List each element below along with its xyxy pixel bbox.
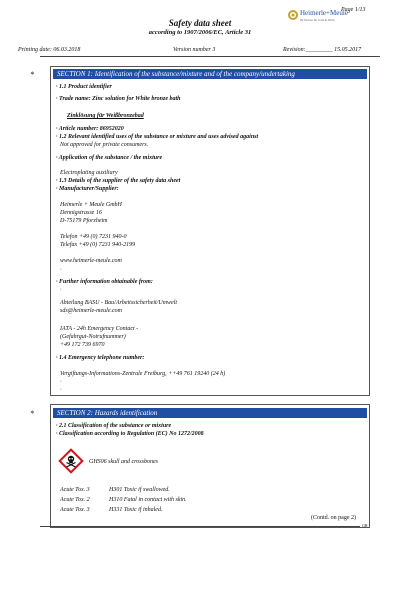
manufacturer-heading: · Manufacturer/Supplier: (56, 186, 119, 192)
further-info-line: Abteilung BASU - Bau/Arbeitssicherheit/Umwelt (60, 300, 178, 306)
continued-note: (Contd. on page 2) (311, 515, 356, 521)
classification-regulation: · Classification according to Regulation (EC) No 1272/2008 (56, 431, 204, 437)
application-heading: · Application of the substance / the mixture (56, 155, 163, 161)
hazard-category: Acute Tox. 3 (60, 487, 90, 493)
hazard-category: Acute Tox. 2 (60, 497, 90, 503)
dash-marker: · (60, 387, 62, 393)
hazard-statement: H331 Toxic if inhaled. (109, 507, 163, 513)
document-title: Safety data sheet (168, 18, 232, 28)
iata-line: (Gefahrgut-Notrufnummer) (60, 334, 126, 340)
ghs-label: GHS06 skull and crossbones (89, 459, 158, 465)
dash-marker: · (60, 379, 62, 385)
iata-phone: +49 172 739 6970 (60, 342, 105, 348)
address-line: Dennigstrasse 16 (60, 210, 102, 216)
website-link[interactable]: www.heimerle-meule.com (60, 258, 122, 264)
not-approved-note: Not approved for private consumers. (60, 142, 149, 148)
trade-name-german: Zinklösung für Weißbronzebad (67, 113, 144, 119)
fax-line: Telefax +49 (0) 7231 940-2199 (60, 242, 136, 248)
address-line: Heimerle + Meule GmbH (60, 202, 122, 208)
dash-marker: · (60, 287, 62, 293)
relevant-uses-heading: · 1.2 Relevant identified uses of the substance or mixture and uses advised against (56, 134, 259, 140)
footer-code: GB (362, 523, 368, 528)
section1-marker: * (30, 70, 34, 79)
trade-name: · Trade name: Zinc solution for White bronze bath (56, 96, 181, 102)
hazard-category: Acute Tox. 3 (60, 507, 90, 513)
classification-heading: · 2.1 Classification of the substance or mixture (56, 423, 172, 429)
footer-divider (40, 526, 360, 527)
section1-title: SECTION 1: Identification of the substance/mixture and of the company/undertaking (53, 69, 367, 79)
iata-line: IATA - 24h Emergency Contact - (60, 326, 139, 332)
dash-marker: · (60, 267, 62, 273)
printing-date: Printing date: 06.03.2018 (18, 47, 81, 53)
section2-marker: * (30, 409, 34, 418)
company-logo (286, 6, 356, 34)
document-subtitle: according to 1907/2006/EC, Article 31 (148, 29, 252, 36)
logo-tagline: Ihr Partner für Gold & Silber (300, 18, 335, 22)
hazard-statement: H310 Fatal in contact with skin. (109, 497, 187, 503)
product-identifier: · 1.1 Product identifier (56, 84, 112, 90)
address-line: D-75179 Pforzheim (60, 218, 108, 224)
emergency-value: Vergiftungs-Informations-Zentrale Freiburg, ++49 761 19240 (24 h) (60, 371, 226, 377)
further-info-email[interactable]: sds@heimerle-meule.com (60, 308, 123, 314)
revision-date: Revision:_________ 15.05.2017 (283, 47, 362, 53)
application-value: Electroplating auxiliary (60, 170, 118, 176)
phone-line: Telefon +49 (0) 7231 940-0 (60, 234, 127, 240)
section2-title: SECTION 2: Hazards identification (53, 408, 367, 418)
further-info-heading: · Further information obtainable from: (56, 279, 153, 285)
supplier-details-heading: · 1.3 Details of the supplier of the safety data sheet (56, 178, 181, 184)
skull-crossbones-icon (58, 448, 84, 474)
logo-text: Heimerle+Meule (300, 9, 348, 17)
emergency-heading: · 1.4 Emergency telephone number: (56, 355, 145, 361)
article-number: · Article number: 86952020 (56, 126, 124, 132)
page-number: Page 1/13 (341, 7, 366, 13)
header-divider (40, 56, 380, 57)
version-number: Version number 3 (173, 47, 216, 53)
hazard-statement: H301 Toxic if swallowed. (109, 487, 170, 493)
